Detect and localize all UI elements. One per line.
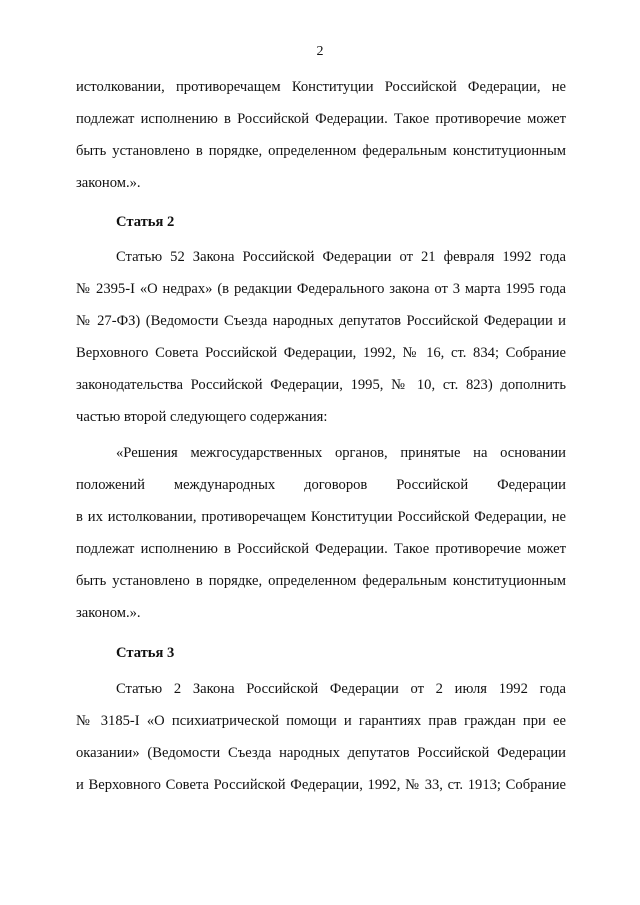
text-line: истолковании, противоречащем Конституции Российской Федерации, не	[76, 79, 566, 95]
text-line: Статью 2 Закона Российской Федерации от 2 июля 1992 года	[116, 681, 566, 697]
text-line: быть установлено в порядке, определенном федеральным конституционным	[76, 573, 566, 589]
text-line: в их истолковании, противоречащем Конституции Российской Федерации, не	[76, 509, 566, 525]
text-line: положений международных договоров Российской Федерации	[76, 477, 566, 493]
text-line: быть установлено в порядке, определенном федеральным конституционным	[76, 143, 566, 159]
article-heading: Статья 3	[116, 645, 175, 661]
text-line: законом.».	[76, 175, 141, 191]
text-line: № 2395-I «О недрах» (в редакции Федерального закона от 3 марта 1995 года	[76, 281, 566, 297]
text-line: № 27-ФЗ) (Ведомости Съезда народных депутатов Российской Федерации и	[76, 313, 566, 329]
text-line: подлежат исполнению в Российской Федерации. Такое противоречие может	[76, 541, 566, 557]
text-line: Верховного Совета Российской Федерации, 1992, № 16, ст. 834; Собрание	[76, 345, 566, 361]
text-line: Статью 52 Закона Российской Федерации от 21 февраля 1992 года	[116, 249, 566, 265]
text-line: и Верховного Совета Российской Федерации, 1992, № 33, ст. 1913; Собрание	[76, 777, 566, 793]
page-number: 2	[316, 44, 324, 59]
article-heading: Статья 2	[116, 214, 175, 230]
text-line: законом.».	[76, 605, 141, 621]
text-line: «Решения межгосударственных органов, принятые на основании	[116, 445, 566, 461]
text-line: частью второй следующего содержания:	[76, 409, 328, 425]
text-line: № 3185-I «О психиатрической помощи и гарантиях прав граждан при ее	[76, 713, 566, 729]
text-line: подлежат исполнению в Российской Федерации. Такое противоречие может	[76, 111, 566, 127]
text-line: оказании» (Ведомости Съезда народных депутатов Российской Федерации	[76, 745, 566, 761]
text-line: законодательства Российской Федерации, 1995, № 10, ст. 823) дополнить	[76, 377, 566, 393]
